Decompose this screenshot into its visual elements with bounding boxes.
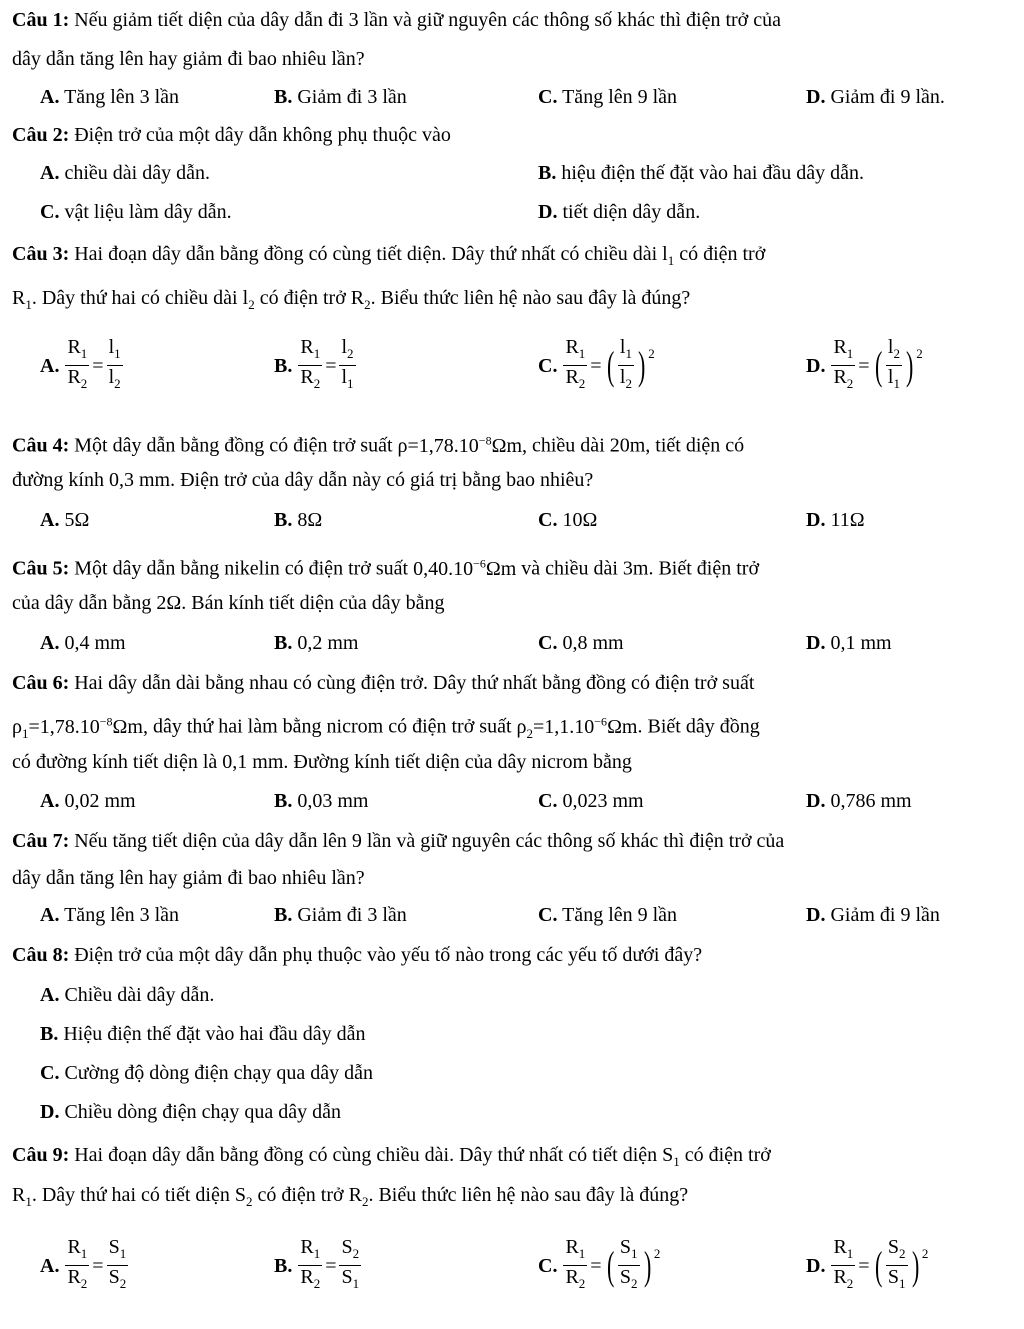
q5-option-c[interactable]: C. 0,8 mm xyxy=(538,632,624,654)
q4-option-c[interactable]: C. 10Ω xyxy=(538,509,598,531)
q9-option-a[interactable]: A. $\frac{R_1}{R_2}$ = $\frac{S_1}{S_2}$ xyxy=(40,1236,127,1291)
q5-line2: của dây dẫn bằng 2Ω. Bán kính tiết diện của dây bằng xyxy=(12,592,445,614)
q6-option-d[interactable]: D. 0,786 mm xyxy=(806,790,912,812)
q7-label: Câu 7: xyxy=(12,830,70,852)
q9-var-r1: $R_1$ xyxy=(12,1184,32,1209)
q3-option-c[interactable]: C. $\frac{R_1}{R_2}$ = ( $\frac{l_1}{l_2}$ ) 2 xyxy=(538,336,655,391)
q4-line1: Câu 4: Một dây dẫn bằng đồng có điện trở suất $\rho=1,78.10^{-8}\Omega m$, chiều dài 20m, tiết diện có xyxy=(12,433,745,457)
q6-line2: $\rho_1=1,78.10^{-8}\Omega m$, dây thứ hai làm bằng nicrom có điện trở suất $\rho_2=1,1.10^{-6}\Omega m$. Biết dây đồng xyxy=(12,714,760,741)
q7-line1: Câu 7: Nếu tăng tiết diện của dây dẫn lên 9 lần và giữ nguyên các thông số khác thì điện trở của xyxy=(12,830,785,852)
q7-option-d[interactable]: D. Giảm đi 9 lần xyxy=(806,904,940,926)
q1-line2 xyxy=(12,46,994,72)
q5-option-a[interactable]: A. 0,4 mm xyxy=(40,632,126,654)
q8-option-d[interactable]: D. Chiều dòng điện chạy qua dây dẫn xyxy=(40,1101,342,1123)
q4-label: Câu 4: xyxy=(12,434,70,457)
q5-option-b[interactable]: B. 0,2 mm xyxy=(274,632,359,654)
q6-line3: có đường kính tiết diện là 0,1 mm. Đường kính tiết diện của dây nicrom bằng xyxy=(12,751,632,773)
q6-label: Câu 6: xyxy=(12,672,70,694)
q9-var-s1: $S_1$ xyxy=(662,1144,680,1169)
q6-rho1: $\rho_1=1,78.10^{-8}\Omega m$, xyxy=(12,714,148,741)
q4-option-d[interactable]: D. 11Ω xyxy=(806,509,865,531)
q8-option-a[interactable]: A. Chiều dài dây dẫn. xyxy=(40,984,215,1006)
q8-option-c[interactable]: C. Cường độ dòng điện chạy qua dây dẫn xyxy=(40,1062,374,1084)
q1-label: Câu 1: xyxy=(12,9,70,31)
q3-var-l1: $l_1$ xyxy=(662,243,675,268)
q3-line2: $R_1$. Dây thứ hai có chiều dài $l_2$ có điện trở $R_2$. Biểu thức liên hệ nào sau đây là đúng? xyxy=(12,287,691,312)
q7-line2: dây dẫn tăng lên hay giảm đi bao nhiêu lần? xyxy=(12,867,365,889)
q3a-lhs: $\frac{R_1}{R_2}$ xyxy=(67,336,88,391)
q5-line1: Câu 5: Một dây dẫn bằng nikelin có điện trở suất $0,40.10^{-6}\Omega m$ và chiều dài 3m. Biết điện trở xyxy=(12,556,760,580)
q2-line1 xyxy=(12,122,994,148)
q1-text2: dây dẫn tăng lên hay giảm đi bao nhiêu lần? xyxy=(12,48,365,70)
q2-option-a[interactable]: A. chiều dài dây dẫn. xyxy=(40,162,210,184)
q7-option-a[interactable]: A. Tăng lên 3 lần xyxy=(40,904,180,926)
q6-rho2: $\rho_2=1,1.10^{-6}\Omega m$ xyxy=(516,714,638,741)
q9-option-b[interactable]: B. $\frac{R_1}{R_2}$ = $\frac{S_2}{S_1}$ xyxy=(274,1236,360,1291)
q1-option-b[interactable]: B. Giảm đi 3 lần xyxy=(274,86,407,108)
q1-line1 xyxy=(12,7,994,33)
q2-option-c[interactable]: C. vật liệu làm dây dẫn. xyxy=(40,201,232,223)
q3-option-b[interactable]: B. $\frac{R_1}{R_2}$ = $\frac{l_2}{l_1}$ xyxy=(274,336,354,391)
q5-option-d[interactable]: D. 0,1 mm xyxy=(806,632,892,654)
q2-text1: Điện trở của một dây dẫn không phụ thuộc vào xyxy=(74,124,451,146)
q5-label: Câu 5: xyxy=(12,557,70,580)
q9-option-d[interactable]: D. $\frac{R_1}{R_2}$ = ( $\frac{S_2}{S_1}$ ) 2 xyxy=(806,1236,929,1291)
q3-label: Câu 3: xyxy=(12,243,70,265)
q1-option-d[interactable]: D. Giảm đi 9 lần. xyxy=(806,86,945,108)
q6-line1: Câu 6: Hai dây dẫn dài bằng nhau có cùng điện trở. Dây thứ nhất bằng đồng có điện trở suất xyxy=(12,672,755,694)
q4-rho: $\rho=1,78.10^{-8}\Omega m$, xyxy=(397,433,527,457)
q2-label: Câu 2: xyxy=(12,124,70,146)
q9-line1: Câu 9: Hai đoạn dây dẫn bằng đồng có cùng chiều dài. Dây thứ nhất có tiết diện $S_1$ có điện trở xyxy=(12,1144,771,1169)
q3a-rhs: $\frac{l_1}{l_2}$ xyxy=(108,336,121,391)
q3-var-l2: $l_2$ xyxy=(242,287,255,312)
q5-rho: $0,40.10^{-6}\Omega m$ xyxy=(413,556,517,580)
q6-option-a[interactable]: A. 0,02 mm xyxy=(40,790,136,812)
q1-option-a[interactable]: A. Tăng lên 3 lần xyxy=(40,86,180,108)
q1-option-c[interactable]: C. Tăng lên 9 lần xyxy=(538,86,678,108)
q3-var-r2: $R_2$ xyxy=(350,287,371,312)
q8-line1: Câu 8: Điện trở của một dây dẫn phụ thuộc vào yếu tố nào trong các yếu tố dưới đây? xyxy=(12,944,703,966)
q4-option-a[interactable]: A. 5Ω xyxy=(40,509,90,531)
q8-option-b[interactable]: B. Hiệu điện thế đặt vào hai đầu dây dẫn xyxy=(40,1023,366,1045)
q1-text1: Nếu giảm tiết diện của dây dẫn đi 3 lần và giữ nguyên các thông số khác thì điện trở của xyxy=(74,9,781,31)
q9-option-c[interactable]: C. $\frac{R_1}{R_2}$ = ( $\frac{S_1}{S_2}$ ) 2 xyxy=(538,1236,661,1291)
q4-line2: đường kính 0,3 mm. Điện trở của dây dẫn này có giá trị bằng bao nhiêu? xyxy=(12,469,594,491)
q3-option-a[interactable]: A. $\frac{R_1}{R_2}$ = $\frac{l_1}{l_2}$ xyxy=(40,336,124,395)
q9-line2: $R_1$. Dây thứ hai có tiết diện $S_2$ có điện trở $R_2$. Biểu thức liên hệ nào sau đây là đúng? xyxy=(12,1184,689,1209)
q3-var-r1: $R_1$ xyxy=(12,287,32,312)
q9-var-s2: $S_2$ xyxy=(234,1184,253,1209)
q6-option-b[interactable]: B. 0,03 mm xyxy=(274,790,369,812)
q7-option-c[interactable]: C. Tăng lên 9 lần xyxy=(538,904,678,926)
q3-option-d[interactable]: D. $\frac{R_1}{R_2}$ = ( $\frac{l_2}{l_1}$ ) 2 xyxy=(806,336,923,391)
q8-label: Câu 8: xyxy=(12,944,70,966)
q2-option-d[interactable]: D. tiết diện dây dẫn. xyxy=(538,201,701,223)
q9-var-r2: $R_2$ xyxy=(348,1184,369,1209)
q4-option-b[interactable]: B. 8Ω xyxy=(274,509,323,531)
q6-option-c[interactable]: C. 0,023 mm xyxy=(538,790,644,812)
q7-option-b[interactable]: B. Giảm đi 3 lần xyxy=(274,904,407,926)
cutoff-next-line xyxy=(30,1318,600,1329)
q3-line1: Câu 3: Hai đoạn dây dẫn bằng đồng có cùng tiết diện. Dây thứ nhất có chiều dài $l_1$ có điện trở xyxy=(12,243,766,268)
q9-label: Câu 9: xyxy=(12,1144,70,1166)
q2-option-b[interactable]: B. hiệu điện thế đặt vào hai đầu dây dẫn. xyxy=(538,162,865,184)
